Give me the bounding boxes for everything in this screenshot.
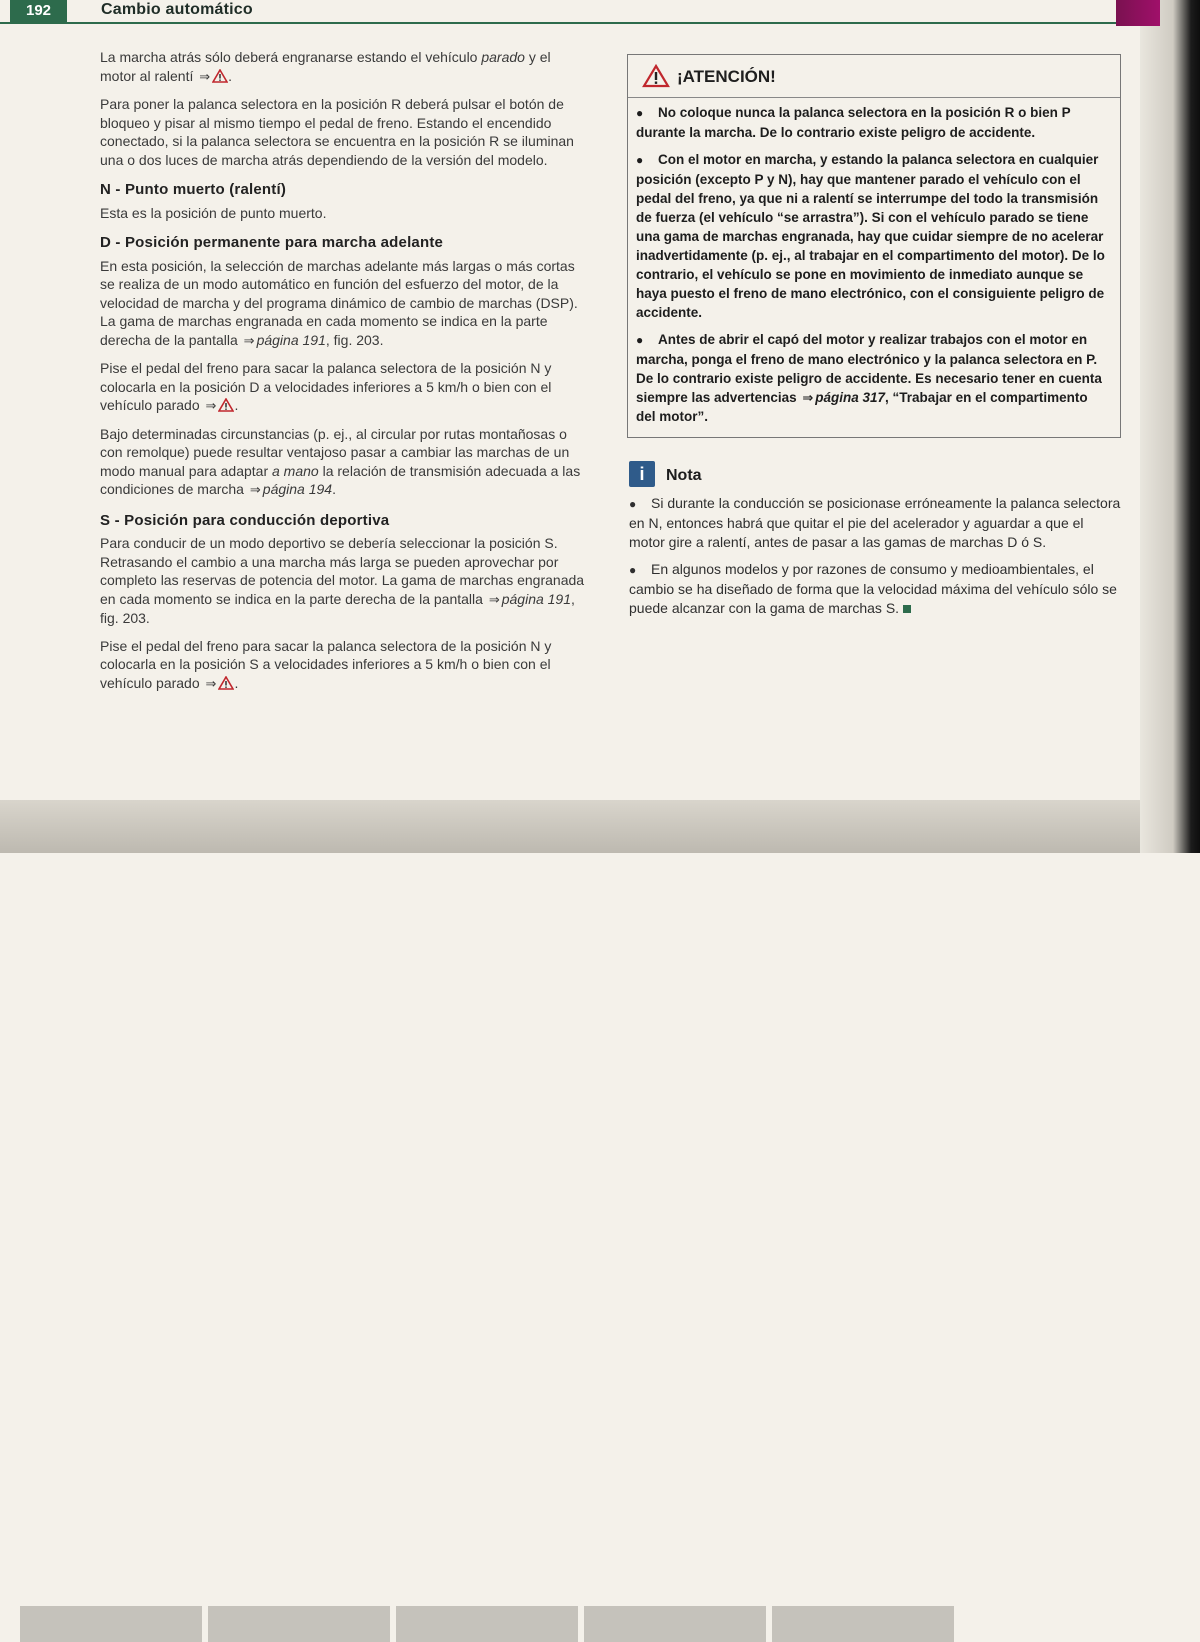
page-reference-link[interactable]: página 191	[501, 590, 572, 607]
warning-triangle-icon[interactable]	[218, 676, 234, 690]
arrow-icon: ⇒	[243, 332, 255, 348]
arrow-icon: ⇒	[205, 398, 217, 413]
text: Pise el pedal del freno para sacar la palanca selectora de la posición N y colocarla en la posición S a velocidades inferiores a 5 km/h o bien con el vehículo parado	[100, 637, 552, 691]
text: , fig. 203.	[100, 590, 575, 626]
text: .	[332, 481, 336, 497]
bottom-tab	[20, 1606, 202, 1642]
note-body	[629, 494, 1121, 626]
text: Con el motor en marcha, y estando la palanca selectora en cualquier posición (excepto P y N), hay que mantener parado el vehículo con el pedal del freno, ya que ni a ralentí se interrumpe del todo la transmisión de fuerza (el vehículo “se arrastra”). Si con el vehículo parado se tiene una gama de marchas engranada, hay que cuidar siempre de no acelerar inadvertidamente (p. ej., al trabajar en el compartimento del motor). De lo contrario, el vehículo se pone en movimiento de inmediato aunque se haya puesto el freno de mano electrónico, con el consiguiente peligro de accidente.	[636, 152, 1105, 320]
page-number: 192	[10, 0, 67, 22]
warning-box	[627, 54, 1121, 438]
header-corner-mark	[1116, 0, 1160, 26]
bullet-icon: ●	[636, 333, 644, 347]
heading-neutral: N - Punto muerto (ralentí)	[100, 181, 287, 198]
arrow-icon: ⇒	[205, 675, 217, 691]
page-binding-shadow	[1140, 0, 1200, 853]
left-column	[100, 48, 588, 702]
text: y el motor al ralentí	[100, 49, 551, 84]
text: Pise el pedal del freno para sacar la palanca selectora de la posición N y colocarla en la posición D a velocidades inferiores a 5 km/h o bien con el vehículo parado	[100, 360, 552, 413]
warning-triangle-icon[interactable]	[218, 398, 234, 412]
page-reference-link[interactable]: página 194	[262, 481, 333, 497]
text: Antes de abrir el capó del motor y realizar trabajos con el motor en marcha, ponga el freno de mano electrónico y la palanca selectora en P. De lo contrario existe peligro de accidente. Es necesario tener en cuenta siempre las advertencias	[636, 332, 1102, 405]
text: , fig. 203.	[325, 331, 384, 348]
bullet-icon: ●	[629, 563, 637, 577]
bullet-icon: ●	[636, 106, 644, 120]
bottom-tab	[584, 1606, 766, 1642]
bottom-tab	[772, 1606, 954, 1642]
text: la relación de transmisión adecuada a las condiciones de marcha	[100, 462, 581, 497]
page-header	[0, 0, 1160, 24]
page-reference-link[interactable]: página 191	[256, 331, 326, 348]
paragraph	[100, 257, 588, 351]
arrow-icon: ⇒	[488, 591, 500, 607]
warning-item	[636, 150, 1110, 322]
text: Si durante la conducción se posicionase erróneamente la palanca selectora en N, entonces habrá que quitar el pie del acelerador y aguardar a que el motor gire a ralentí, antes de pasar a las gamas de marchas D ó S.	[629, 495, 1121, 550]
paragraph: Esta es la posición de punto muerto.	[100, 204, 327, 221]
warning-triangle-icon	[642, 64, 670, 88]
warning-item	[636, 330, 1110, 426]
bullet-icon: ●	[636, 153, 644, 167]
text: En esta posición, la selección de marchas adelante más largas o más cortas se realiza de un modo automático en función del esfuerzo del motor, de la velocidad de marcha y del programa dinámico de cambio de marchas (DSP). La gama de marchas engranada en cada momento se indica en la parte derecha de la pantalla	[100, 257, 578, 348]
arrow-icon: ⇒	[802, 390, 814, 405]
text: Para conducir de un modo deportivo se debería seleccionar la posición S. Retrasando el cambio a una marcha más larga se pueden aprovechar por completo las reservas de potencia del motor. La gama de marchas engranada en cada momento se indica en la parte derecha de la pantalla	[100, 535, 585, 607]
paragraph: Pise el pedal del freno para sacar la palanca selectora de la posición N y colocarla en la posición S a velocidades inferiores a 5 km/h o bien con el vehículo parado ⇒ .	[100, 637, 552, 691]
paragraph: La marcha atrás sólo deberá engranarse estando el vehículo parado y el motor al ralentí ⇒ .	[100, 49, 551, 84]
warning-item	[636, 103, 1110, 142]
note-item	[629, 494, 1121, 552]
text: No coloque nunca la palanca selectora en la posición R o bien P durante la marcha. De lo contrario existe peligro de accidente.	[636, 105, 1071, 140]
page-reference-link[interactable]: página 317	[815, 390, 886, 405]
note-item	[629, 560, 1121, 618]
heading-sport: S - Posición para conducción deportiva	[100, 511, 390, 529]
warning-header	[628, 55, 1120, 98]
bullet-icon: ●	[629, 497, 637, 511]
text-italic: a mano	[272, 462, 319, 479]
paragraph	[100, 534, 588, 628]
text: Bajo determinadas circunstancias (p. ej., al circular por rutas montañosas o con remolque) puede resultar ventajoso pasar a cambiar las marchas de un modo manual para adaptar	[100, 425, 570, 479]
bottom-tab	[208, 1606, 390, 1642]
bottom-tab	[396, 1606, 578, 1642]
warning-triangle-icon[interactable]	[212, 69, 228, 83]
warning-title: ¡ATENCIÓN!	[677, 67, 776, 86]
text: En algunos modelos y por razones de consumo y medioambientales, el cambio se ha diseñado de forma que la velocidad máxima del vehículo sólo se puede alcanzar con la gama de marchas S.	[629, 561, 1117, 616]
paragraph	[100, 425, 588, 500]
paragraph: Para poner la palanca selectora en la posición R deberá pulsar el botón de bloqueo y pisar al mismo tiempo el pedal de freno. Estando el encendido conectado, si la palanca selectora se encuentra en la posición R se iluminan una o dos luces de marcha atrás dependiendo de la versión del modelo.	[100, 96, 574, 168]
text: , “Trabajar en el compartimento del motor”.	[636, 390, 1088, 424]
text-italic: parado	[481, 49, 525, 65]
warning-body	[628, 98, 1120, 426]
page-bottom-edge	[0, 800, 1160, 853]
end-of-section-icon	[903, 605, 911, 613]
heading-drive: D - Posición permanente para marcha adelante	[100, 234, 444, 251]
section-title: Cambio automático	[101, 1, 253, 18]
info-icon: i	[629, 461, 655, 487]
paragraph: Pise el pedal del freno para sacar la palanca selectora de la posición N y colocarla en la posición D a velocidades inferiores a 5 km/h o bien con el vehículo parado ⇒ .	[100, 360, 552, 413]
arrow-icon: ⇒	[249, 482, 261, 497]
arrow-icon: ⇒	[199, 68, 211, 84]
note-title: Nota	[666, 467, 702, 484]
text: La marcha atrás sólo deberá engranarse estando el vehículo	[100, 49, 482, 65]
bottom-tab-strip	[20, 1606, 954, 1642]
